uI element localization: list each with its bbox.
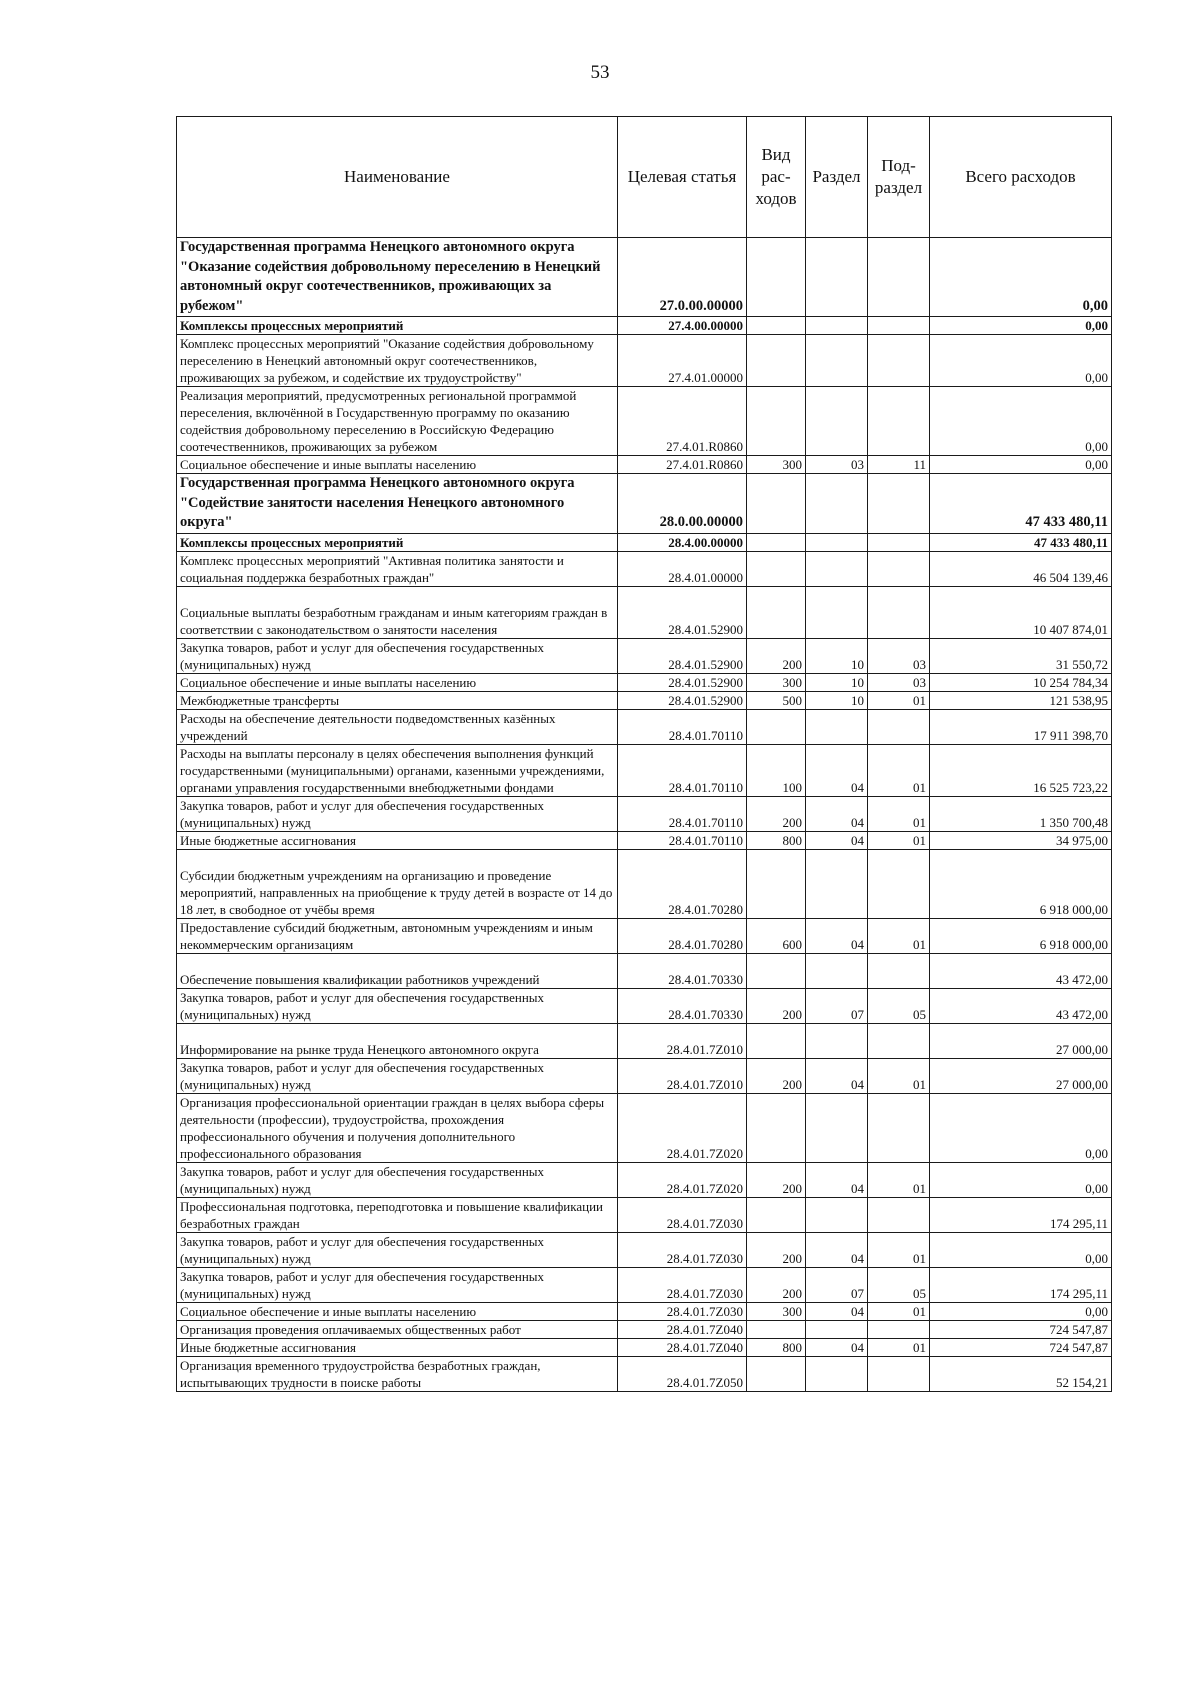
row-vid	[747, 1320, 806, 1338]
row-total: 6 918 000,00	[930, 849, 1112, 918]
row-name: Комплекс процессных мероприятий "Активная политика занятости и социальная поддержка безработных граждан"	[177, 551, 618, 586]
row-vid: 800	[747, 1338, 806, 1356]
row-vid: 200	[747, 988, 806, 1023]
table-row	[177, 673, 1112, 691]
row-vid	[747, 1197, 806, 1232]
row-vid: 200	[747, 1232, 806, 1267]
row-code: 28.4.01.00000	[618, 551, 747, 586]
row-name: Обеспечение повышения квалификации работников учреждений	[177, 953, 618, 988]
row-razdel: 04	[806, 744, 868, 796]
row-name: Закупка товаров, работ и услуг для обеспечения государственных (муниципальных) нужд	[177, 796, 618, 831]
row-vid: 200	[747, 1162, 806, 1197]
row-podrazdel	[868, 1093, 930, 1162]
row-total: 0,00	[930, 317, 1112, 335]
row-podrazdel: 01	[868, 1232, 930, 1267]
row-total: 31 550,72	[930, 638, 1112, 673]
header-name: Наименование	[177, 117, 618, 238]
row-code: 28.4.01.70280	[618, 849, 747, 918]
row-podrazdel	[868, 551, 930, 586]
row-name: Закупка товаров, работ и услуг для обеспечения государственных (муниципальных) нужд	[177, 1232, 618, 1267]
row-name: Закупка товаров, работ и услуг для обеспечения государственных (муниципальных) нужд	[177, 988, 618, 1023]
table-row	[177, 1058, 1112, 1093]
row-razdel	[806, 1093, 868, 1162]
row-name: Организация проведения оплачиваемых общественных работ	[177, 1320, 618, 1338]
header-podrazdel: Под- раздел	[868, 117, 930, 238]
row-code: 28.4.01.7Z050	[618, 1356, 747, 1391]
row-razdel: 04	[806, 796, 868, 831]
row-podrazdel: 01	[868, 796, 930, 831]
row-total: 174 295,11	[930, 1267, 1112, 1302]
row-razdel	[806, 387, 868, 456]
row-podrazdel: 01	[868, 831, 930, 849]
row-code: 27.4.01.R0860	[618, 456, 747, 474]
row-total: 0,00	[930, 456, 1112, 474]
row-podrazdel	[868, 238, 930, 317]
row-razdel: 07	[806, 988, 868, 1023]
row-code: 28.4.01.70110	[618, 831, 747, 849]
row-podrazdel	[868, 849, 930, 918]
row-code: 28.4.01.7Z040	[618, 1320, 747, 1338]
row-razdel: 07	[806, 1267, 868, 1302]
table-row	[177, 709, 1112, 744]
table-row	[177, 831, 1112, 849]
row-name: Реализация мероприятий, предусмотренных региональной программой переселения, включённой в Государственную программу по оказанию содействия добровольному переселению в Российскую Федерацию соотечественников, проживающих за рубежом	[177, 387, 618, 456]
header-razdel: Раздел	[806, 117, 868, 238]
row-podrazdel: 01	[868, 1338, 930, 1356]
row-vid	[747, 586, 806, 638]
row-code: 28.4.01.7Z010	[618, 1058, 747, 1093]
row-razdel: 04	[806, 918, 868, 953]
row-vid	[747, 709, 806, 744]
row-total: 16 525 723,22	[930, 744, 1112, 796]
row-total: 0,00	[930, 1302, 1112, 1320]
table-row	[177, 744, 1112, 796]
row-razdel: 10	[806, 691, 868, 709]
row-vid: 200	[747, 1267, 806, 1302]
row-vid	[747, 387, 806, 456]
row-name: Социальное обеспечение и иные выплаты населению	[177, 673, 618, 691]
row-total: 0,00	[930, 335, 1112, 387]
row-name: Организация временного трудоустройства безработных граждан, испытывающих трудности в поиске работы	[177, 1356, 618, 1391]
table-row	[177, 796, 1112, 831]
table-row	[177, 849, 1112, 918]
row-total: 46 504 139,46	[930, 551, 1112, 586]
header-row	[177, 117, 1112, 238]
row-vid	[747, 551, 806, 586]
row-razdel: 04	[806, 831, 868, 849]
row-code: 28.4.01.7Z030	[618, 1267, 747, 1302]
table-row	[177, 238, 1112, 317]
row-vid: 300	[747, 1302, 806, 1320]
row-total: 6 918 000,00	[930, 918, 1112, 953]
row-podrazdel: 01	[868, 918, 930, 953]
row-name: Закупка товаров, работ и услуг для обеспечения государственных (муниципальных) нужд	[177, 1162, 618, 1197]
row-podrazdel	[868, 709, 930, 744]
table-row	[177, 918, 1112, 953]
row-code: 27.4.01.00000	[618, 335, 747, 387]
row-name: Расходы на выплаты персоналу в целях обеспечения выполнения функций государственными (муниципальными) органами, казенными учреждениями, органами управления государственными внебюджетными фондами	[177, 744, 618, 796]
row-vid: 200	[747, 1058, 806, 1093]
row-vid: 300	[747, 673, 806, 691]
row-vid: 500	[747, 691, 806, 709]
table-row	[177, 456, 1112, 474]
row-razdel	[806, 335, 868, 387]
row-podrazdel	[868, 387, 930, 456]
row-razdel	[806, 474, 868, 534]
table-row	[177, 1320, 1112, 1338]
row-razdel: 04	[806, 1232, 868, 1267]
row-razdel: 03	[806, 456, 868, 474]
row-name: Межбюджетные трансферты	[177, 691, 618, 709]
row-vid	[747, 335, 806, 387]
table-row	[177, 1162, 1112, 1197]
row-podrazdel: 01	[868, 1162, 930, 1197]
table-row	[177, 1302, 1112, 1320]
table-row	[177, 953, 1112, 988]
row-code: 28.4.01.70330	[618, 953, 747, 988]
row-total: 34 975,00	[930, 831, 1112, 849]
row-podrazdel: 01	[868, 744, 930, 796]
row-code: 27.4.00.00000	[618, 317, 747, 335]
row-code: 28.4.01.52900	[618, 638, 747, 673]
row-vid	[747, 1023, 806, 1058]
row-name: Социальное обеспечение и иные выплаты населению	[177, 1302, 618, 1320]
row-razdel	[806, 953, 868, 988]
row-total: 174 295,11	[930, 1197, 1112, 1232]
row-vid	[747, 533, 806, 551]
table-row	[177, 638, 1112, 673]
row-code: 28.4.01.52900	[618, 586, 747, 638]
row-podrazdel: 03	[868, 673, 930, 691]
row-total: 0,00	[930, 1162, 1112, 1197]
table-row	[177, 691, 1112, 709]
row-name: Иные бюджетные ассигнования	[177, 831, 618, 849]
row-vid: 300	[747, 456, 806, 474]
row-total: 43 472,00	[930, 988, 1112, 1023]
row-name: Закупка товаров, работ и услуг для обеспечения государственных (муниципальных) нужд	[177, 1058, 618, 1093]
table-row	[177, 474, 1112, 534]
row-name: Информирование на рынке труда Ненецкого автономного округа	[177, 1023, 618, 1058]
row-total: 43 472,00	[930, 953, 1112, 988]
row-vid: 100	[747, 744, 806, 796]
row-podrazdel: 11	[868, 456, 930, 474]
row-total: 10 254 784,34	[930, 673, 1112, 691]
page-number: 53	[590, 62, 610, 83]
row-code: 28.4.01.70110	[618, 796, 747, 831]
table-row	[177, 1232, 1112, 1267]
row-total: 27 000,00	[930, 1023, 1112, 1058]
table-row	[177, 335, 1112, 387]
row-total: 0,00	[930, 387, 1112, 456]
row-razdel	[806, 1197, 868, 1232]
row-vid	[747, 474, 806, 534]
row-code: 28.4.01.70110	[618, 709, 747, 744]
row-podrazdel: 01	[868, 1058, 930, 1093]
row-razdel: 04	[806, 1162, 868, 1197]
row-razdel	[806, 586, 868, 638]
row-name: Профессиональная подготовка, переподготовка и повышение квалификации безработных граждан	[177, 1197, 618, 1232]
row-code: 28.4.01.7Z020	[618, 1162, 747, 1197]
row-vid	[747, 1356, 806, 1391]
header-vid: Вид рас- ходов	[747, 117, 806, 238]
row-podrazdel	[868, 953, 930, 988]
row-name: Социальные выплаты безработным гражданам и иным категориям граждан в соответствии с законодательством о занятости населения	[177, 586, 618, 638]
row-total: 724 547,87	[930, 1320, 1112, 1338]
row-podrazdel	[868, 1320, 930, 1338]
row-name: Иные бюджетные ассигнования	[177, 1338, 618, 1356]
row-razdel: 04	[806, 1338, 868, 1356]
row-code: 28.4.01.52900	[618, 673, 747, 691]
row-total: 121 538,95	[930, 691, 1112, 709]
row-code: 27.0.00.00000	[618, 238, 747, 317]
row-code: 28.4.00.00000	[618, 533, 747, 551]
row-total: 52 154,21	[930, 1356, 1112, 1391]
row-razdel: 04	[806, 1058, 868, 1093]
table-row	[177, 533, 1112, 551]
row-code: 28.4.01.7Z030	[618, 1302, 747, 1320]
row-code: 28.4.01.7Z010	[618, 1023, 747, 1058]
row-razdel	[806, 1356, 868, 1391]
row-podrazdel: 01	[868, 1302, 930, 1320]
row-razdel	[806, 1320, 868, 1338]
row-vid	[747, 849, 806, 918]
table-row	[177, 1093, 1112, 1162]
table-row	[177, 988, 1112, 1023]
row-code: 28.4.01.7Z030	[618, 1232, 747, 1267]
row-name: Организация профессиональной ориентации граждан в целях выбора сферы деятельности (профессии), трудоустройства, прохождения профессионального обучения и получения дополнительного профессионального образования	[177, 1093, 618, 1162]
row-name: Расходы на обеспечение деятельности подведомственных казённых учреждений	[177, 709, 618, 744]
table-row	[177, 1023, 1112, 1058]
row-vid: 200	[747, 638, 806, 673]
row-vid: 800	[747, 831, 806, 849]
row-razdel	[806, 317, 868, 335]
row-razdel	[806, 238, 868, 317]
row-vid: 600	[747, 918, 806, 953]
table-row	[177, 317, 1112, 335]
row-total: 17 911 398,70	[930, 709, 1112, 744]
row-name: Закупка товаров, работ и услуг для обеспечения государственных (муниципальных) нужд	[177, 1267, 618, 1302]
row-vid	[747, 1093, 806, 1162]
row-total: 47 433 480,11	[930, 533, 1112, 551]
row-total: 724 547,87	[930, 1338, 1112, 1356]
table-row	[177, 1197, 1112, 1232]
row-code: 28.0.00.00000	[618, 474, 747, 534]
row-podrazdel: 01	[868, 691, 930, 709]
row-podrazdel	[868, 474, 930, 534]
row-code: 28.4.01.7Z040	[618, 1338, 747, 1356]
table-body	[177, 238, 1112, 1392]
row-vid: 200	[747, 796, 806, 831]
table-row	[177, 1356, 1112, 1391]
row-razdel	[806, 551, 868, 586]
row-total: 0,00	[930, 1232, 1112, 1267]
row-razdel: 10	[806, 638, 868, 673]
row-name: Закупка товаров, работ и услуг для обеспечения государственных (муниципальных) нужд	[177, 638, 618, 673]
row-code: 28.4.01.7Z020	[618, 1093, 747, 1162]
row-name: Государственная программа Ненецкого автономного округа "Содействие занятости населения Ненецкого автономного округа"	[177, 474, 618, 534]
row-total: 0,00	[930, 238, 1112, 317]
row-code: 28.4.01.70330	[618, 988, 747, 1023]
header-code: Целевая статья	[618, 117, 747, 238]
row-vid	[747, 238, 806, 317]
row-podrazdel	[868, 1023, 930, 1058]
row-name: Государственная программа Ненецкого автономного округа "Оказание содействия добровольному переселению в Ненецкий автономный округ соотечественников, проживающих за рубежом"	[177, 238, 618, 317]
row-podrazdel	[868, 1356, 930, 1391]
row-code: 27.4.01.R0860	[618, 387, 747, 456]
row-podrazdel: 05	[868, 988, 930, 1023]
budget-table	[176, 116, 1112, 1392]
row-podrazdel	[868, 1197, 930, 1232]
row-podrazdel: 05	[868, 1267, 930, 1302]
row-podrazdel	[868, 533, 930, 551]
row-total: 10 407 874,01	[930, 586, 1112, 638]
row-name: Комплексы процессных мероприятий	[177, 533, 618, 551]
row-name: Комплекс процессных мероприятий "Оказание содействия добровольному переселению в Ненецкий автономный округ соотечественников, проживающих за рубежом, и содействие их трудоустройству"	[177, 335, 618, 387]
table-row	[177, 586, 1112, 638]
row-name: Социальное обеспечение и иные выплаты населению	[177, 456, 618, 474]
row-vid	[747, 953, 806, 988]
row-total: 27 000,00	[930, 1058, 1112, 1093]
row-razdel	[806, 1023, 868, 1058]
row-vid	[747, 317, 806, 335]
row-total: 0,00	[930, 1093, 1112, 1162]
row-razdel	[806, 709, 868, 744]
row-code: 28.4.01.70110	[618, 744, 747, 796]
row-podrazdel	[868, 586, 930, 638]
row-razdel	[806, 849, 868, 918]
row-name: Субсидии бюджетным учреждениям на организацию и проведение мероприятий, направленных на приобщение к труду детей в возрасте от 14 до 18 лет, в свободное от учёбы время	[177, 849, 618, 918]
table-row	[177, 1267, 1112, 1302]
row-razdel: 10	[806, 673, 868, 691]
row-total: 1 350 700,48	[930, 796, 1112, 831]
row-name: Предоставление субсидий бюджетным, автономным учреждениям и иным некоммерческим организациям	[177, 918, 618, 953]
row-razdel	[806, 533, 868, 551]
table-row	[177, 387, 1112, 456]
row-podrazdel	[868, 317, 930, 335]
table-row	[177, 551, 1112, 586]
table-row	[177, 1338, 1112, 1356]
row-total: 47 433 480,11	[930, 474, 1112, 534]
row-podrazdel: 03	[868, 638, 930, 673]
row-code: 28.4.01.7Z030	[618, 1197, 747, 1232]
row-name: Комплексы процессных мероприятий	[177, 317, 618, 335]
row-podrazdel	[868, 335, 930, 387]
row-razdel: 04	[806, 1302, 868, 1320]
row-code: 28.4.01.52900	[618, 691, 747, 709]
header-total: Всего расходов	[930, 117, 1112, 238]
row-code: 28.4.01.70280	[618, 918, 747, 953]
